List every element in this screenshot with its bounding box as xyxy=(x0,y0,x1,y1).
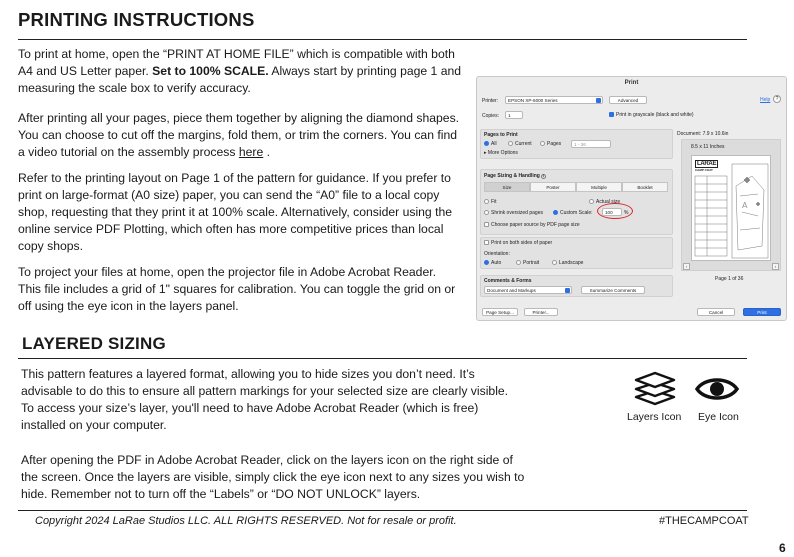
paper-size-label: 8.5 x 11 Inches xyxy=(691,144,725,150)
tab-poster[interactable]: Poster xyxy=(530,182,576,192)
tutorial-link[interactable]: here xyxy=(238,145,264,159)
help-icon[interactable]: ? xyxy=(773,95,781,103)
page-range-value: 1 - 36 xyxy=(574,142,586,147)
pattern-logo: LARAE xyxy=(697,161,717,167)
text-line: To project your files at home, open the projector file in Adobe Acrobat Reader. xyxy=(18,265,437,279)
page-counter: Page 1 of 36 xyxy=(715,276,744,282)
all-pages-label: All xyxy=(491,141,497,147)
title-divider xyxy=(18,39,747,40)
markups-select[interactable] xyxy=(484,286,572,294)
chevron-down-icon xyxy=(596,98,601,103)
all-pages-radio[interactable] xyxy=(484,141,489,146)
page-sizing-title: Page Sizing & Handling xyxy=(484,173,540,179)
actual-size-label: Actual size xyxy=(596,199,621,205)
layered-sizing-heading: LAYERED SIZING xyxy=(22,334,166,353)
text-line: To access your size’s layer, you'll need to have Adobe Acrobat Reader (which is free) xyxy=(21,401,479,415)
advanced-button[interactable]: Advanced xyxy=(609,96,647,104)
text-line: To print at home, open the “PRINT AT HOME FILE” which is compatible with both xyxy=(18,47,455,61)
cancel-button[interactable]: Cancel xyxy=(697,308,735,316)
text-line: You can choose to cut off the margins, fold them, or trim the corners. You can find xyxy=(18,128,458,142)
text-line: measuring the scale box to verify accuracy. xyxy=(18,81,251,95)
fit-label: Fit xyxy=(491,199,497,205)
text-line: Refer to the printing layout on Page 1 of the pattern for guidance. If you prefer to xyxy=(18,171,451,185)
text-line: This pattern features a layered format, allowing you to hide sizes you don’t need. It’s xyxy=(21,367,475,381)
page-range-radio[interactable] xyxy=(540,141,545,146)
text-line xyxy=(18,63,461,80)
document-size-label: Document: 7.9 x 10.6in xyxy=(677,131,729,137)
intro-paragraph-4 xyxy=(18,264,455,315)
text-line: advisable to do this to ensure all pattern markings for your selected size are clearly visible. xyxy=(21,384,509,398)
print-button[interactable]: Print xyxy=(743,308,781,316)
printer-select[interactable] xyxy=(505,96,603,104)
portrait-label: Portrait xyxy=(523,260,540,266)
text-line: After printing all your pages, piece them together by aligning the diamond shapes. xyxy=(18,111,460,125)
custom-scale-value: 100 xyxy=(605,210,613,215)
printer-button[interactable]: Printer... xyxy=(524,308,558,316)
layered-paragraph-2 xyxy=(21,452,524,503)
orientation-panel xyxy=(480,237,673,269)
more-options-toggle[interactable]: ▸ More Options xyxy=(484,150,518,156)
text-line: off using the eye icon in the layers panel. xyxy=(18,299,239,313)
copies-input[interactable] xyxy=(505,111,523,119)
current-page-radio[interactable] xyxy=(508,141,513,146)
actual-size-radio[interactable] xyxy=(589,199,594,204)
both-sides-label: Print on both sides of paper xyxy=(491,240,553,246)
text-line: print on large-format (A0 size) paper, you can send the “A0” file to a local copy xyxy=(18,188,440,202)
orientation-label: Orientation: xyxy=(484,251,510,257)
pages-to-print-panel xyxy=(480,129,673,159)
text-span: A4 and US Letter paper. xyxy=(18,64,153,78)
auto-radio[interactable] xyxy=(484,260,489,265)
custom-scale-label: Custom Scale: xyxy=(560,210,593,216)
page-sizing-heading xyxy=(484,173,546,179)
text-line: online service PDF Plotting, which often has more competitive prices than local xyxy=(18,222,444,236)
page-range-input[interactable] xyxy=(571,140,611,148)
current-page-label: Current xyxy=(515,141,532,147)
layered-paragraph-1 xyxy=(21,366,508,434)
help-link[interactable]: Help xyxy=(760,97,771,103)
markups-value: Document and Markups xyxy=(487,288,536,293)
tab-multiple[interactable]: Multiple xyxy=(576,182,622,192)
intro-paragraph-3 xyxy=(18,170,452,255)
both-sides-checkbox[interactable] xyxy=(484,240,489,245)
text-line: After opening the PDF in Adobe Acrobat Reader, click on the layers icon on the right side of xyxy=(21,453,513,467)
comments-heading: Comments & Forms xyxy=(484,278,532,284)
summarize-comments-button[interactable]: Summarize Comments xyxy=(581,286,645,294)
text-span: Always start by printing page 1 and xyxy=(268,64,462,78)
portrait-radio[interactable] xyxy=(516,260,521,265)
info-icon: i xyxy=(541,174,546,179)
shrink-radio[interactable] xyxy=(484,210,489,215)
dialog-title: Print xyxy=(624,80,639,86)
copies-value: 1 xyxy=(508,113,511,118)
copies-label: Copies: xyxy=(482,113,499,119)
text-line: the screen. Once the layers are visible, simply click the eye icon next to any sizes you wish to xyxy=(21,470,525,484)
text-line: This file includes a grid of 1" squares for calibration. You can toggle the grid on or xyxy=(18,282,456,296)
eye-icon xyxy=(695,375,739,403)
landscape-radio[interactable] xyxy=(552,260,557,265)
text-line: installed on your computer. xyxy=(21,418,167,432)
print-dialog xyxy=(476,76,787,321)
page-title: PRINTING INSTRUCTIONS xyxy=(18,9,255,30)
layers-icon xyxy=(633,370,677,406)
text-line: hide. Remember not to turn off the “Labels” or “DO NOT UNLOCK” layers. xyxy=(21,487,421,501)
text-span: . xyxy=(263,145,271,159)
paper-source-label: Choose paper source by PDF page size xyxy=(491,222,580,228)
pattern-thumbnail xyxy=(692,156,772,262)
custom-scale-radio[interactable] xyxy=(553,210,558,215)
chevron-down-icon xyxy=(565,288,570,293)
copyright-text: Copyright 2024 LaRae Studios LLC. ALL RIGHTS RESERVED. Not for resale or profit. xyxy=(35,515,457,527)
page-sizing-panel xyxy=(480,169,673,235)
intro-paragraph-1 xyxy=(18,46,461,97)
tab-size[interactable]: Size xyxy=(484,182,530,192)
footer-divider xyxy=(18,510,747,511)
pattern-logo-subtitle: CAMP COAT xyxy=(695,168,713,172)
intro-paragraph-2 xyxy=(18,110,459,161)
next-page-button[interactable]: › xyxy=(772,263,779,270)
auto-label: Auto xyxy=(491,260,502,266)
section-divider xyxy=(18,358,747,359)
pages-to-print-heading: Pages to Print xyxy=(484,132,518,138)
percent-label: % xyxy=(624,210,629,216)
page-range-label: Pages xyxy=(547,141,562,147)
preview-sheet xyxy=(691,155,771,261)
text-span: a video tutorial on the assembly process xyxy=(18,145,239,159)
scale-emphasis: Set to 100% SCALE. xyxy=(152,64,269,78)
landscape-label: Landscape xyxy=(559,260,584,266)
shrink-label: Shrink oversized pages xyxy=(491,210,543,216)
printer-label: Printer: xyxy=(482,98,499,104)
comments-panel xyxy=(480,275,673,297)
more-options-label: More Options xyxy=(487,150,518,156)
hashtag-text: #THECAMPCOAT xyxy=(659,515,749,527)
grayscale-label: Print in grayscale (black and white) xyxy=(616,112,694,118)
text-line: copy shops. xyxy=(18,239,84,253)
scale-highlight-circle xyxy=(597,203,633,219)
tab-booklet[interactable]: Booklet xyxy=(622,182,668,192)
fit-radio[interactable] xyxy=(484,199,489,204)
paper-source-checkbox[interactable] xyxy=(484,222,489,227)
text-line xyxy=(18,144,459,161)
printer-value: EPSON XP-6000 Series xyxy=(508,98,558,103)
text-line: shop, requesting that they print it at 100% scale. Alternatively, consider using the xyxy=(18,205,453,219)
prev-page-button[interactable]: ‹ xyxy=(683,263,690,270)
eye-icon-label: Eye Icon xyxy=(698,411,739,423)
layers-icon-label: Layers Icon xyxy=(627,411,682,423)
page-setup-button[interactable]: Page Setup... xyxy=(482,308,518,316)
pattern-piece-letter: A xyxy=(742,201,748,210)
page-number: 6 xyxy=(779,541,786,555)
grayscale-checkbox[interactable] xyxy=(609,112,614,117)
